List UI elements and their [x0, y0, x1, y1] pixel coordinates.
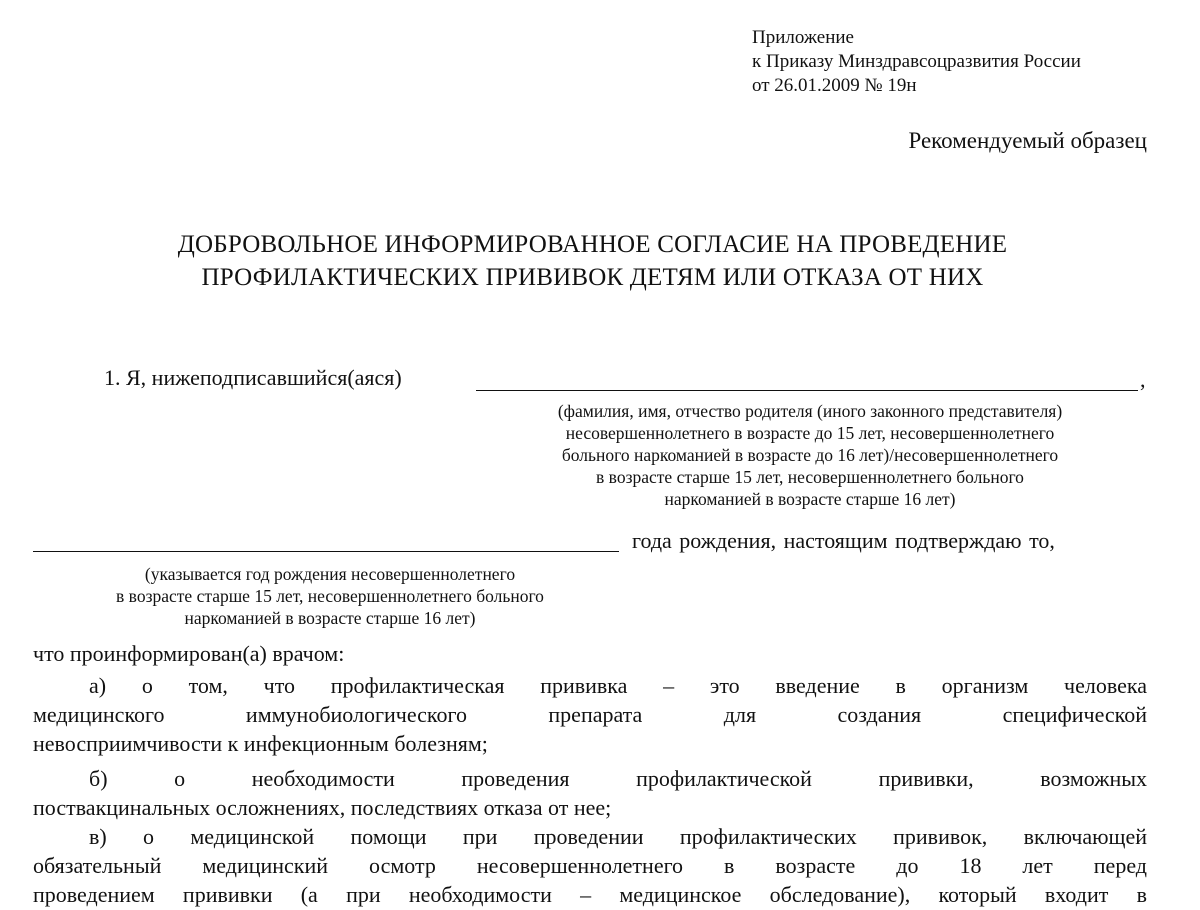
- appendix-line-2: к Приказу Минздравсоцразвития России: [752, 51, 1081, 72]
- birth-note-line: (указывается год рождения несовершеннолетнего: [144, 564, 516, 584]
- paragraph-line: б) о необходимости проведения профилактической прививки, возможных: [89, 766, 1147, 791]
- paragraph-line: в) о медицинской помощи при проведении профилактических прививок, включающей: [89, 824, 1147, 849]
- paragraph-line: поствакцинальных осложнениях, последствиях отказа от нее;: [33, 795, 612, 820]
- appendix-line-1: Приложение: [752, 27, 854, 48]
- paragraph-line: обязательный медицинский осмотр несовершеннолетнего в возрасте до 18 лет перед: [33, 853, 1147, 878]
- informed-by-doctor: что проинформирован(а) врачом:: [33, 641, 345, 666]
- title-line-2: ПРОФИЛАКТИЧЕСКИХ ПРИВИВОК ДЕТЯМ ИЛИ ОТКАЗА ОТ НИХ: [201, 264, 984, 291]
- item-c-paragraph: [33, 822, 1147, 909]
- paragraph-line: а) о том, что профилактическая прививка – это введение в организм человека: [89, 673, 1147, 698]
- paragraph-line: невосприимчивости к инфекционным болезням;: [33, 731, 488, 756]
- name-note-line: в возрасте старше 15 лет, несовершеннолетнего больного: [596, 467, 1024, 487]
- undersigned-label: 1. Я, нижеподписавшийся(аяся): [104, 365, 402, 390]
- paragraph-line: медицинского иммунобиологического препарата для создания специфической: [33, 702, 1147, 727]
- name-note-line: несовершеннолетнего в возрасте до 15 лет, несовершеннолетнего: [565, 423, 1055, 443]
- name-field-note: [470, 400, 1150, 510]
- name-note-line: больного наркоманией в возрасте до 16 лет)/несовершеннолетнего: [561, 445, 1059, 465]
- name-comma: ,: [1140, 367, 1146, 392]
- item-a-paragraph: [33, 671, 1147, 758]
- item-b-paragraph: [33, 764, 1147, 822]
- title-line-1: ДОБРОВОЛЬНОЕ ИНФОРМИРОВАННОЕ СОГЛАСИЕ НА ПРОВЕДЕНИЕ: [177, 231, 1008, 258]
- birth-year-fill-line[interactable]: [33, 551, 619, 552]
- birth-note-line: наркоманией в возрасте старше 16 лет): [184, 608, 476, 628]
- birth-note-line: в возрасте старше 15 лет, несовершеннолетнего больного: [116, 586, 544, 606]
- birth-year-text: года рождения, настоящим подтверждаю то,: [632, 528, 1055, 553]
- paragraph-line: проведением прививки (а при необходимости – медицинское обследование), который входит в: [33, 882, 1147, 907]
- document-title: [0, 228, 1185, 294]
- birth-year-note: [30, 563, 630, 629]
- appendix-header: [752, 26, 1081, 98]
- name-note-line: наркоманией в возрасте старше 16 лет): [664, 489, 956, 509]
- name-fill-line[interactable]: [476, 390, 1138, 391]
- appendix-line-3: от 26.01.2009 № 19н: [752, 75, 917, 96]
- name-note-line: (фамилия, имя, отчество родителя (иного законного представителя): [557, 401, 1063, 421]
- sample-label: Рекомендуемый образец: [908, 128, 1147, 153]
